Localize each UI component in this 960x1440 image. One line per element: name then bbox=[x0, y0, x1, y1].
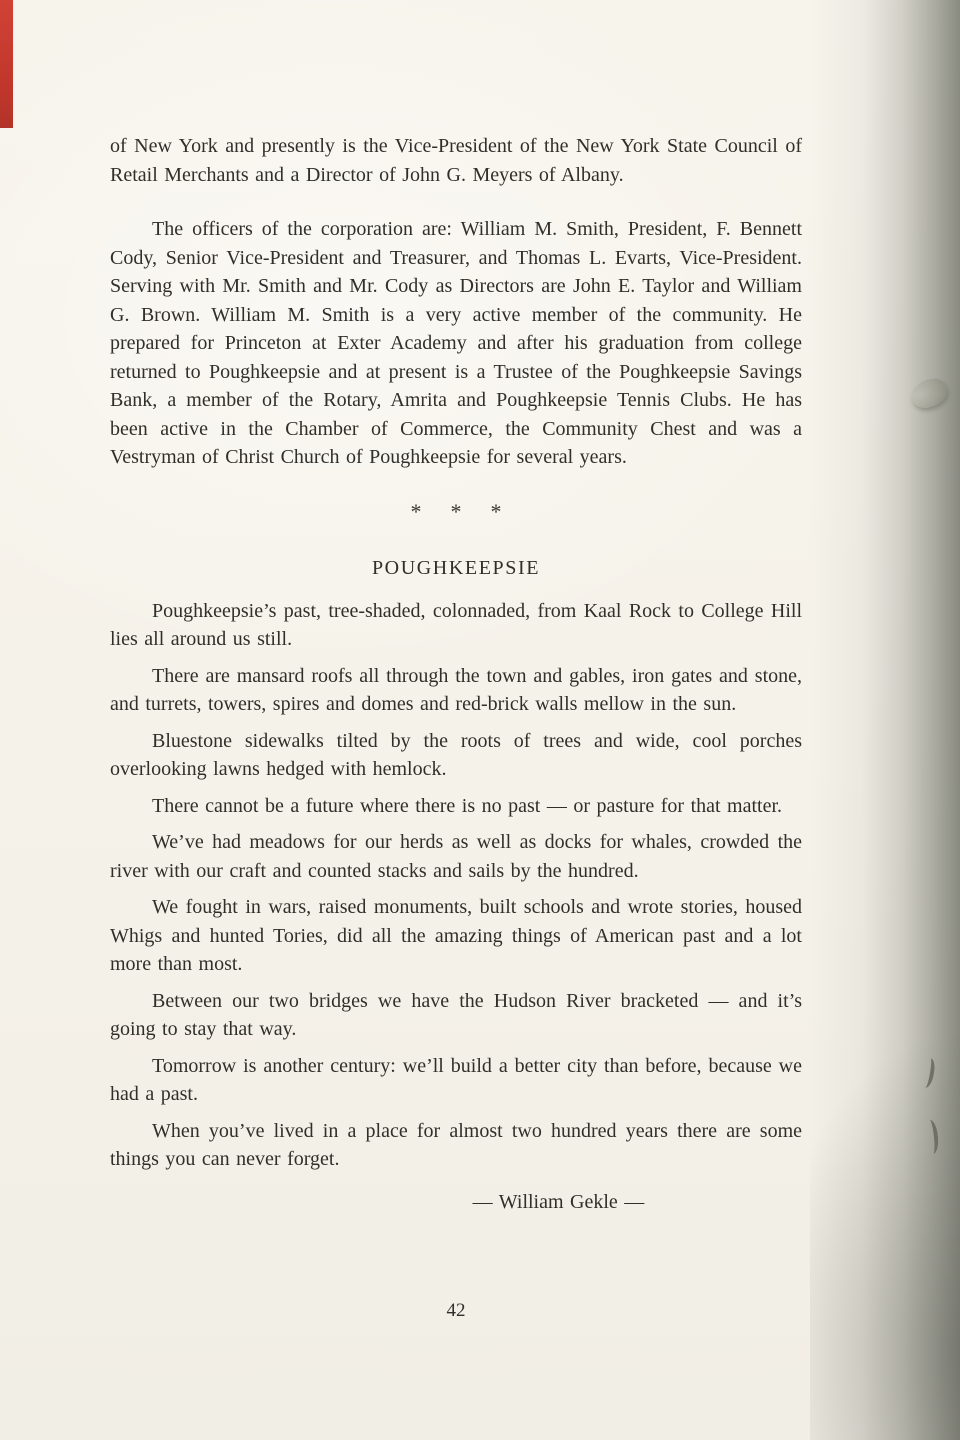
scan-mark-artifact bbox=[920, 1057, 937, 1089]
paragraph: Tomorrow is another century: we’ll build a better city than before, because we had a past. bbox=[110, 1054, 802, 1105]
paragraph-continuation: of New York and presently is the Vice-President of the New York State Council of Retail Merchants and a Director of John G. Meyers of Albany. bbox=[110, 135, 802, 186]
paragraph: We fought in wars, raised monuments, built schools and wrote stories, housed Whigs and hunted Tories, did all the amazing things of American past and a lot more than most. bbox=[110, 896, 802, 975]
page-content bbox=[110, 132, 802, 1216]
scan-mark-artifact bbox=[923, 1119, 940, 1154]
paragraph-corporation-officers: The officers of the corporation are: William M. Smith, President, F. Bennett Cody, Senior Vice-President and Treasurer, and Thomas L. Evarts, Vice-President. Serving with Mr. Smith and Mr. Cody as Directors are John E. Taylor and William G. Brown. William M. Smith is a very active member of the community. He prepared for Princeton at Exter Academy and after his graduation from college returned to Poughkeepsie and at present is a Trustee of the Poughkeepsie Savings Bank, a member of the Rotary, Amrita and Poughkeepsie Tennis Clubs. He has been active in the Chamber of Commerce, the Community Chest and was a Vestryman of Christ Church of Poughkeepsie for several years. bbox=[110, 218, 802, 468]
page-number: 42 bbox=[446, 1300, 466, 1321]
attribution: — William Gekle — bbox=[472, 1190, 645, 1213]
page-edge-shadow bbox=[810, 0, 960, 1440]
paragraph: Poughkeepsie’s past, tree-shaded, colonnaded, from Kaal Rock to College Hill lies all around us still. bbox=[110, 599, 802, 650]
paragraph: We’ve had meadows for our herds as well as docks for whales, crowded the river with our craft and counted stacks and sails by the hundred. bbox=[110, 831, 802, 882]
section-heading: POUGHKEEPSIE bbox=[371, 557, 541, 579]
paragraph: There cannot be a future where there is no past — or pasture for that matter. bbox=[152, 794, 783, 817]
paragraph: There are mansard roofs all through the town and gables, iron gates and stone, and turrets, towers, spires and domes and red-brick walls mellow in the sun. bbox=[110, 664, 802, 715]
paper-tear-artifact bbox=[908, 376, 949, 411]
asterisk-separator: * * * bbox=[410, 498, 513, 524]
paragraph: Between our two bridges we have the Hudson River bracketed — and it’s going to stay that way. bbox=[110, 989, 802, 1040]
paragraph: When you’ve lived in a place for almost two hundred years there are some things you can never forget. bbox=[110, 1119, 802, 1170]
paragraph: Bluestone sidewalks tilted by the roots of trees and wide, cool porches overlooking lawns hedged with hemlock. bbox=[110, 729, 802, 780]
scan-edge-red-strip bbox=[0, 0, 13, 128]
